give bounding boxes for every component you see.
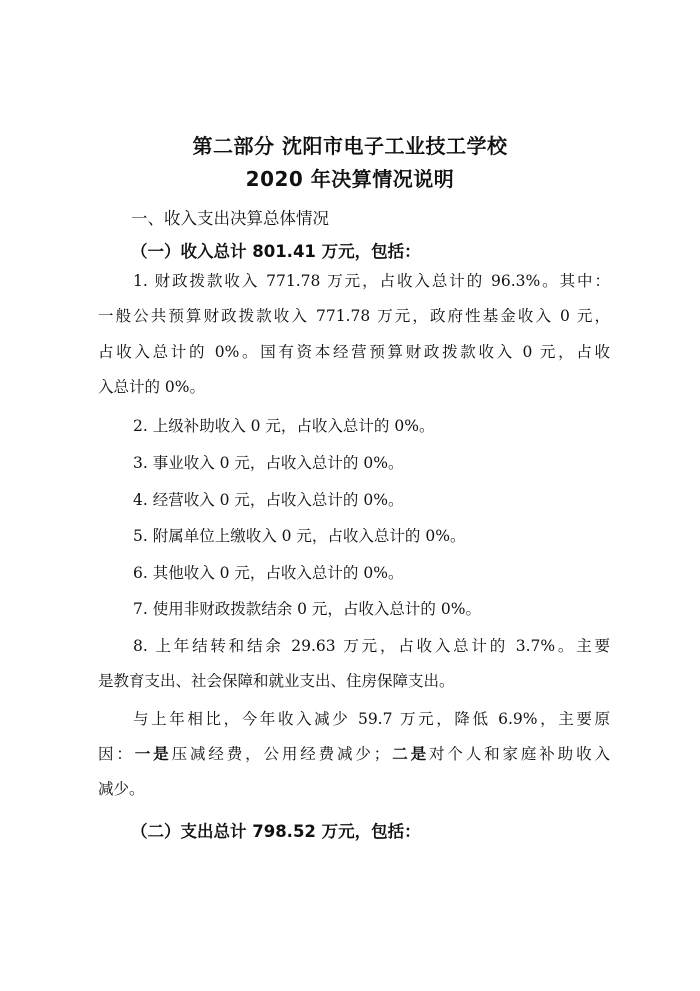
- paragraph-line: [98, 742, 610, 764]
- paragraph-line: 入总计的 0%。: [98, 378, 206, 396]
- doc-title-line1: 第二部分 沈阳市电子工业技工学校: [192, 134, 508, 158]
- paragraph-line: 1. 财政拨款收入 771.78 万元，占收入总计的 96.3%。其中：: [133, 272, 610, 290]
- income-item-2: 2. 上级补助收入 0 元，占收入总计的 0%。: [133, 417, 435, 435]
- bold-marker: 二是: [389, 745, 429, 763]
- text-segment: 因：: [98, 745, 135, 763]
- paragraph-line: 是教育支出、社会保障和就业支出、住房保障支出。: [98, 672, 455, 690]
- income-item-5: 5. 附属单位上缴收入 0 元，占收入总计的 0%。: [133, 527, 466, 545]
- paragraph-line: 与上年相比，今年收入减少 59.7 万元，降低 6.9%，主要原: [133, 710, 610, 728]
- paragraph-line: 减少。: [98, 780, 145, 798]
- doc-title-line2: 2020 年决算情况说明: [245, 167, 455, 191]
- section-heading: 一、收入支出决算总体情况: [131, 209, 329, 228]
- paragraph-line: 8. 上年结转和结余 29.63 万元，占收入总计的 3.7%。主要: [133, 637, 610, 655]
- expense-subheading: （二）支出总计 798.52 万元，包括：: [131, 822, 421, 841]
- income-item-3: 3. 事业收入 0 元，占收入总计的 0%。: [133, 454, 404, 472]
- paragraph-line: 占收入总计的 0%。国有资本经营预算财政拨款收入 0 元，占收: [98, 343, 610, 361]
- bold-marker: 一是: [134, 745, 172, 763]
- paragraph-line: 一般公共预算财政拨款收入 771.78 万元，政府性基金收入 0 元，: [98, 307, 610, 325]
- income-item-4: 4. 经营收入 0 元，占收入总计的 0%。: [133, 491, 404, 509]
- income-item-7: 7. 使用非财政拨款结余 0 元，占收入总计的 0%。: [133, 600, 481, 618]
- income-item-6: 6. 其他收入 0 元，占收入总计的 0%。: [133, 564, 404, 582]
- text-segment: 压减经费，公用经费减少；: [171, 745, 390, 763]
- text-segment: 对个人和家庭补助收入: [428, 745, 610, 763]
- income-subheading: （一）收入总计 801.41 万元，包括：: [131, 242, 421, 261]
